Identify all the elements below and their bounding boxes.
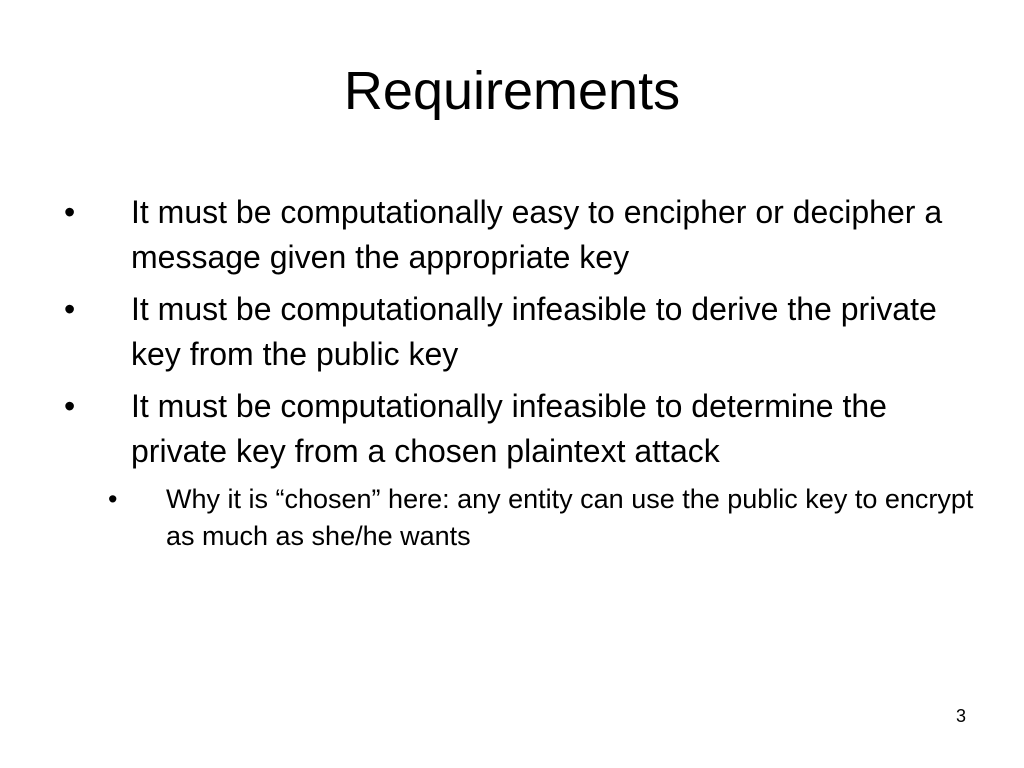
slide-title: Requirements	[343, 61, 681, 121]
sub-bullet-marker: •	[108, 483, 118, 514]
bullet-marker: •	[64, 194, 76, 230]
sub-bullet-list	[103, 481, 986, 556]
bullet-text: It must be computationally infeasible to derive the private key from the public key	[131, 290, 937, 373]
bullet-marker: •	[64, 387, 76, 424]
bullet-marker: •	[64, 290, 76, 327]
sub-bullet-item	[103, 481, 986, 556]
bullet-text: It must be computationally easy to encipher or decipher a message given the appropriate key	[131, 194, 943, 276]
bullet-item	[56, 190, 986, 281]
bullet-item	[56, 384, 986, 555]
bullet-text: It must be computationally infeasible to determine the private key from a chosen plaintext attack	[131, 387, 887, 470]
bullet-list	[56, 190, 986, 561]
page-number: 3	[955, 706, 966, 726]
sub-bullet-text: Why it is “chosen” here: any entity can use the public key to encrypt as much as she/he wants	[166, 483, 974, 551]
bullet-item	[56, 287, 986, 378]
